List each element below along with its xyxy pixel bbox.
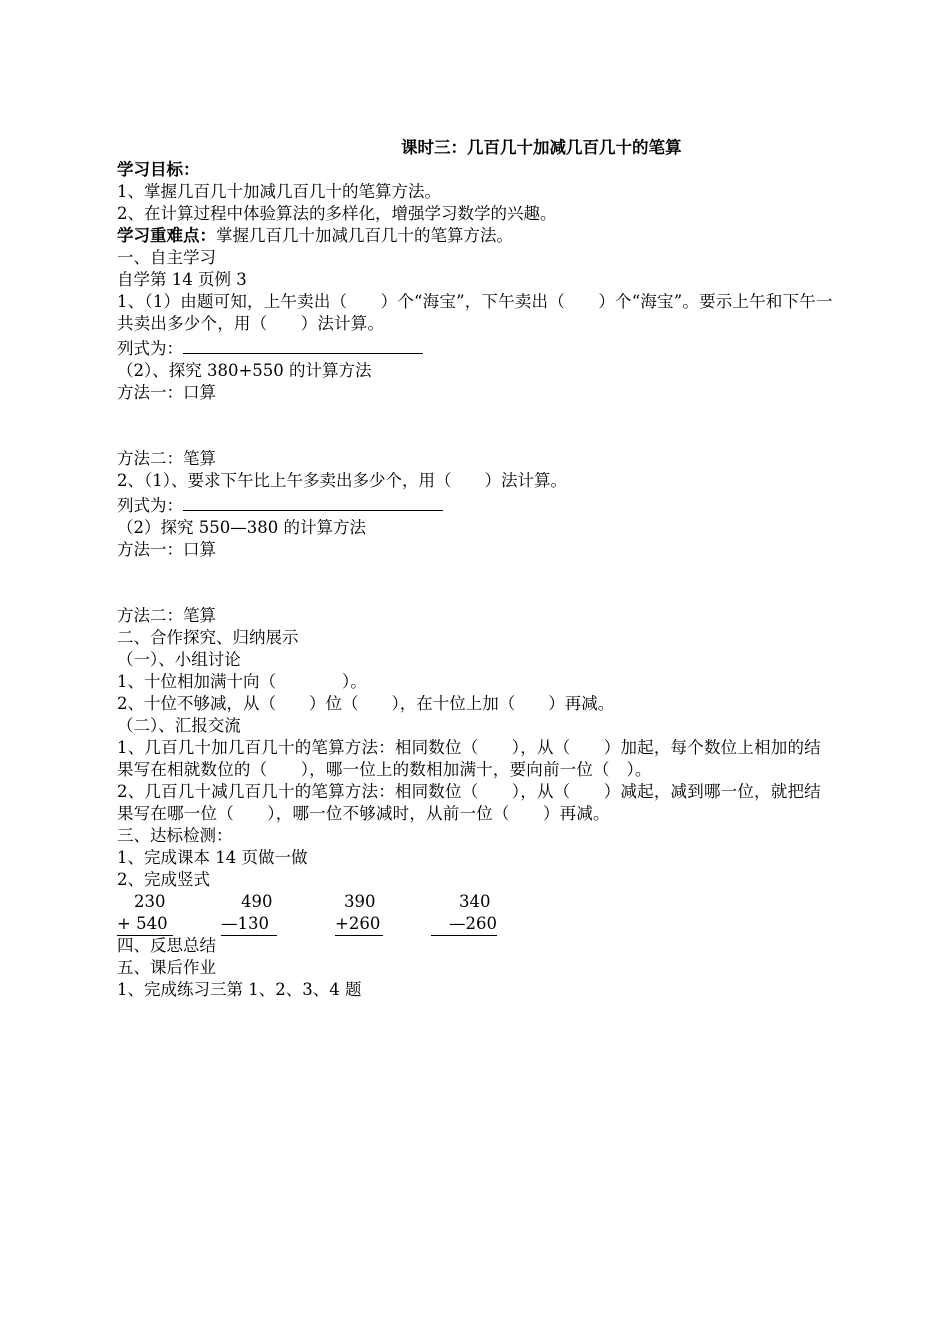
homework-item: 1、完成练习三第 1、2、3、4 题 <box>117 980 362 999</box>
section1-intro: 自学第 14 页例 3 <box>117 270 247 289</box>
method-oral: 方法一：口算 <box>117 540 216 559</box>
worksheet <box>117 137 837 1001</box>
calc-top-number: 340 <box>459 892 491 911</box>
section2-heading: 二、合作探究、归纳展示 <box>117 628 299 647</box>
page-title: 课时三：几百几十加减几百几十的笔算 <box>401 138 682 157</box>
check-item: 1、完成课本 14 页做一做 <box>117 848 308 867</box>
calc-bottom-number: —130 <box>221 913 277 936</box>
question1-part2: （2）、探究 380+550 的计算方法 <box>117 361 372 380</box>
answer-blank[interactable] <box>183 335 423 354</box>
section4-heading: 四、反思总结 <box>117 936 216 955</box>
work-space <box>117 404 837 448</box>
formula-label: 列式为： <box>117 496 183 515</box>
method-written: 方法二：笔算 <box>117 449 216 468</box>
calc-top-number: 390 <box>344 892 376 911</box>
section1-heading: 一、自主学习 <box>117 248 216 267</box>
question1-part1: 1、（1）由题可知，上午卖出（ ）个“海宝”，下午卖出（ ）个“海宝”。要示上午和下午一共卖出多少个，用（ ）法计算。 <box>117 292 833 333</box>
calc-bottom-number: + 540 <box>117 913 173 936</box>
check-item: 2、完成竖式 <box>117 870 210 889</box>
answer-blank[interactable] <box>183 492 443 511</box>
goals-heading: 学习目标： <box>117 160 200 179</box>
section2-sub2: （二）、汇报交流 <box>117 716 241 735</box>
formula-line-1 <box>117 335 837 360</box>
vertical-calc-tops <box>117 891 837 913</box>
key-points <box>117 225 837 247</box>
calc-bottom-number: —260 <box>431 913 497 936</box>
goal-item: 2、在计算过程中体验算法的多样化，增强学习数学的兴趣。 <box>117 204 557 223</box>
work-space <box>117 561 837 605</box>
section5-heading: 五、课后作业 <box>117 958 216 977</box>
section3-heading: 三、达标检测： <box>117 826 233 845</box>
formula-label: 列式为： <box>117 339 183 358</box>
question2-part2: （2）探究 550—380 的计算方法 <box>117 518 366 537</box>
calc-top-number: 490 <box>241 892 273 911</box>
report-item: 2、几百几十减几百几十的笔算方法：相同数位（ ），从（ ）减起，减到哪一位，就把结果写在哪一位（ ），哪一位不够减时，从前一位（ ）再减。 <box>117 782 821 823</box>
calc-bottom-number: +260 <box>335 913 383 936</box>
vertical-calc-bottoms <box>117 913 837 935</box>
method-written: 方法二：笔算 <box>117 606 216 625</box>
key-points-heading: 学习重难点： <box>117 226 216 245</box>
formula-line-2 <box>117 492 837 517</box>
discussion-item: 2、十位不够减，从（ ）位（ ），在十位上加（ ）再减。 <box>117 694 615 713</box>
discussion-item: 1、十位相加满十向（ ）。 <box>117 672 367 691</box>
goal-item: 1、掌握几百几十加减几百几十的笔算方法。 <box>117 182 441 201</box>
calc-top-number: 230 <box>134 892 166 911</box>
key-points-text: 掌握几百几十加减几百几十的笔算方法。 <box>216 226 513 245</box>
report-item: 1、几百几十加几百几十的笔算方法：相同数位（ ），从（ ）加起，每个数位上相加的结果写在相就数位的（ ），哪一位上的数相加满十，要向前一位（ ）。 <box>117 738 821 779</box>
method-oral: 方法一：口算 <box>117 383 216 402</box>
section2-sub1: （一）、小组讨论 <box>117 650 241 669</box>
question2-part1: 2、（1）、要求下午比上午多卖出多少个，用（ ）法计算。 <box>117 471 567 490</box>
